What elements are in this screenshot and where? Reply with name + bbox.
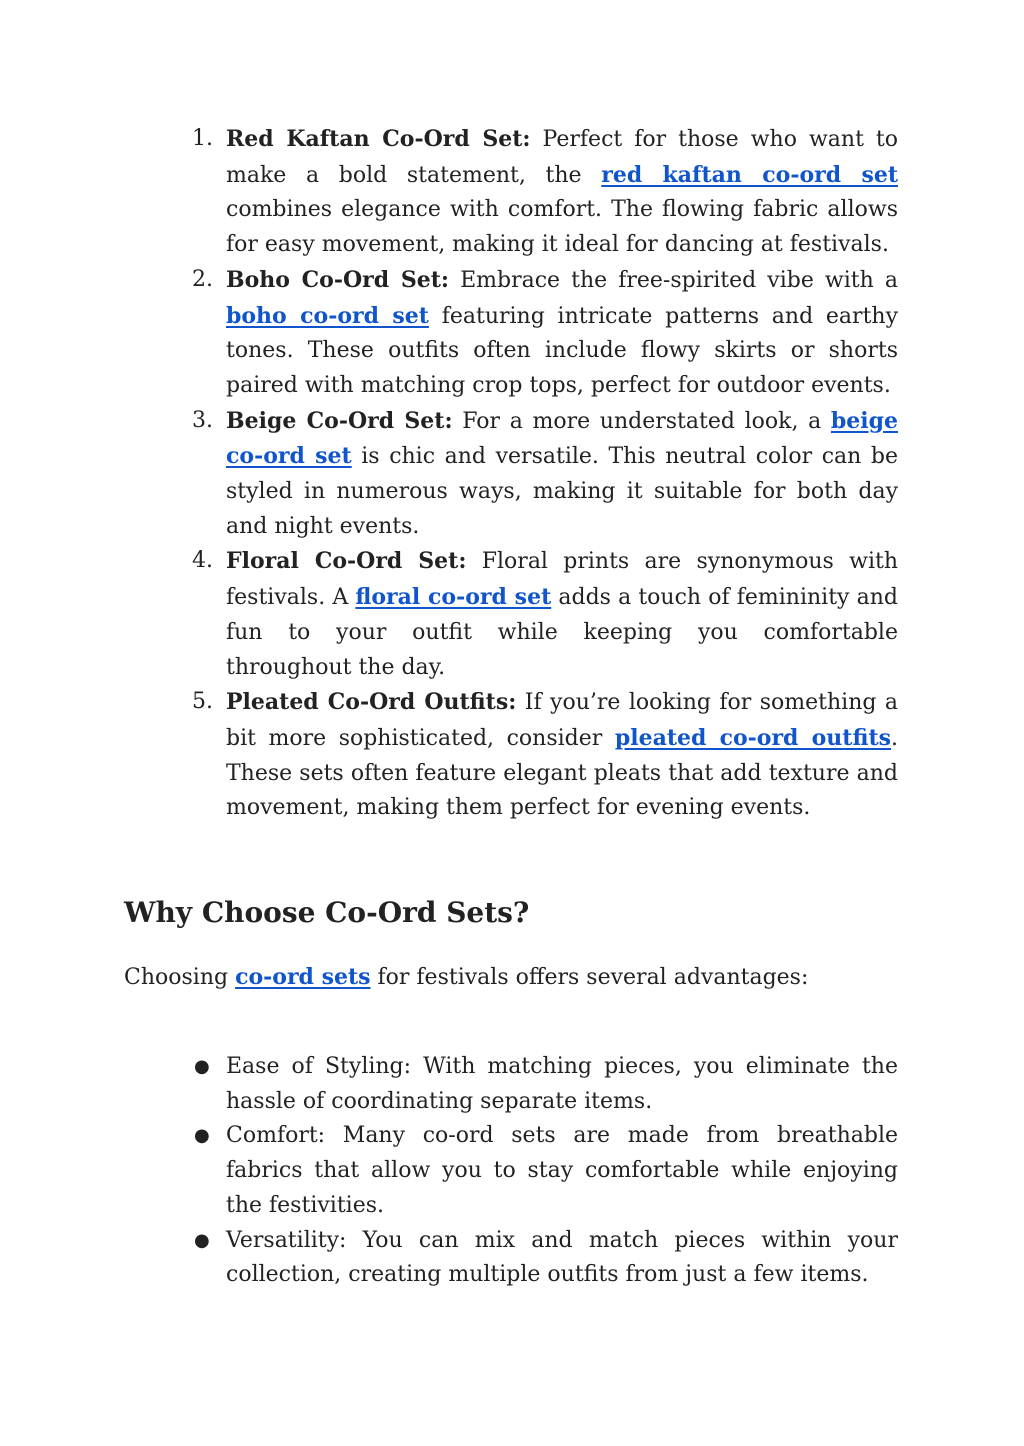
list-item-floral [192,544,898,685]
item-text: Perfect for those who want to make a bold statement, the [226,127,899,188]
bullet-text: Ease of Styling: With matching pieces, you eliminate the hassle of coordinating separate items. [226,1054,898,1114]
list-item-beige [192,404,899,545]
item-text: Embrace the free-spirited vibe with a [449,267,898,293]
intro-text: Choosing [124,965,236,990]
bullet-icon: ● [194,1229,210,1251]
co-ord-sets-link[interactable]: co-ord sets [235,964,371,990]
item-text: For a more understated look, a [452,408,831,434]
bullet-icon: ● [194,1125,210,1147]
boho-co-ord-set-link[interactable]: boho co-ord set [226,302,429,329]
item-title: Beige Co-Ord Set: [226,407,453,434]
item-text: featuring intricate patterns and earthy tones. These outfits often include flowy skirts or shorts paired with matching crop tops, perfect for outdoor events. [226,303,899,398]
item-title: Floral Co-Ord Set: [226,548,467,575]
item-text: If you’re looking for something a bit more sophisticated, consider [226,690,898,751]
intro-text: for festivals offers several advantages: [370,965,809,990]
list-number: 3. [192,407,213,433]
floral-co-ord-set-link[interactable]: floral co-ord set [355,584,552,611]
section-heading: Why Choose Co-Ord Sets? [124,896,530,929]
bullet-text: Comfort: Many co-ord sets are made from breathable fabrics that allow you to stay comfortable while enjoying the festivities. [226,1123,898,1218]
item-text: . These sets often feature elegant pleats that add texture and movement, making them perfect for evening events. [226,725,899,821]
section-intro [124,960,808,995]
bullet-item-comfort [194,1119,898,1223]
item-title: Boho Co-Ord Set: [226,266,450,293]
item-text: adds a touch of femininity and fun to your outfit while keeping you comfortable throughout the day. [226,585,898,680]
bullet-icon: ● [194,1056,210,1077]
item-text: is chic and versatile. This neutral color can be styled in numerous ways, making it suitable for both day and night events. [226,444,899,539]
bullet-text: Versatility: You can mix and match pieces within your collection, creating multiple outfits from just a few items. [226,1227,898,1288]
co-ord-sets-numbered-list [192,122,899,826]
item-title: Pleated Co-Ord Outfits: [226,689,517,716]
list-number: 1. [192,126,213,151]
list-number: 4. [192,548,213,574]
bullet-item-ease-of-styling [194,1050,898,1119]
beige-co-ord-set-link[interactable]: beige co-ord set [226,407,898,470]
list-item-boho [192,263,899,404]
advantages-bullet-list [194,1050,898,1293]
list-item-pleated [192,685,899,826]
bullet-item-versatility [194,1224,898,1293]
red-kaftan-co-ord-set-link[interactable]: red kaftan co-ord set [601,161,898,188]
list-number: 2. [192,266,213,292]
pleated-co-ord-outfits-link[interactable]: pleated co-ord outfits [614,724,892,751]
list-item-red-kaftan [192,122,899,263]
item-title: Red Kaftan Co-Ord Set: [226,126,531,152]
item-text: combines elegance with comfort. The flowing fabric allows for easy movement, making it ideal for dancing at festivals. [226,197,898,258]
list-number: 5. [192,689,213,715]
item-text: Floral prints are synonymous with festivals. A [226,549,898,611]
